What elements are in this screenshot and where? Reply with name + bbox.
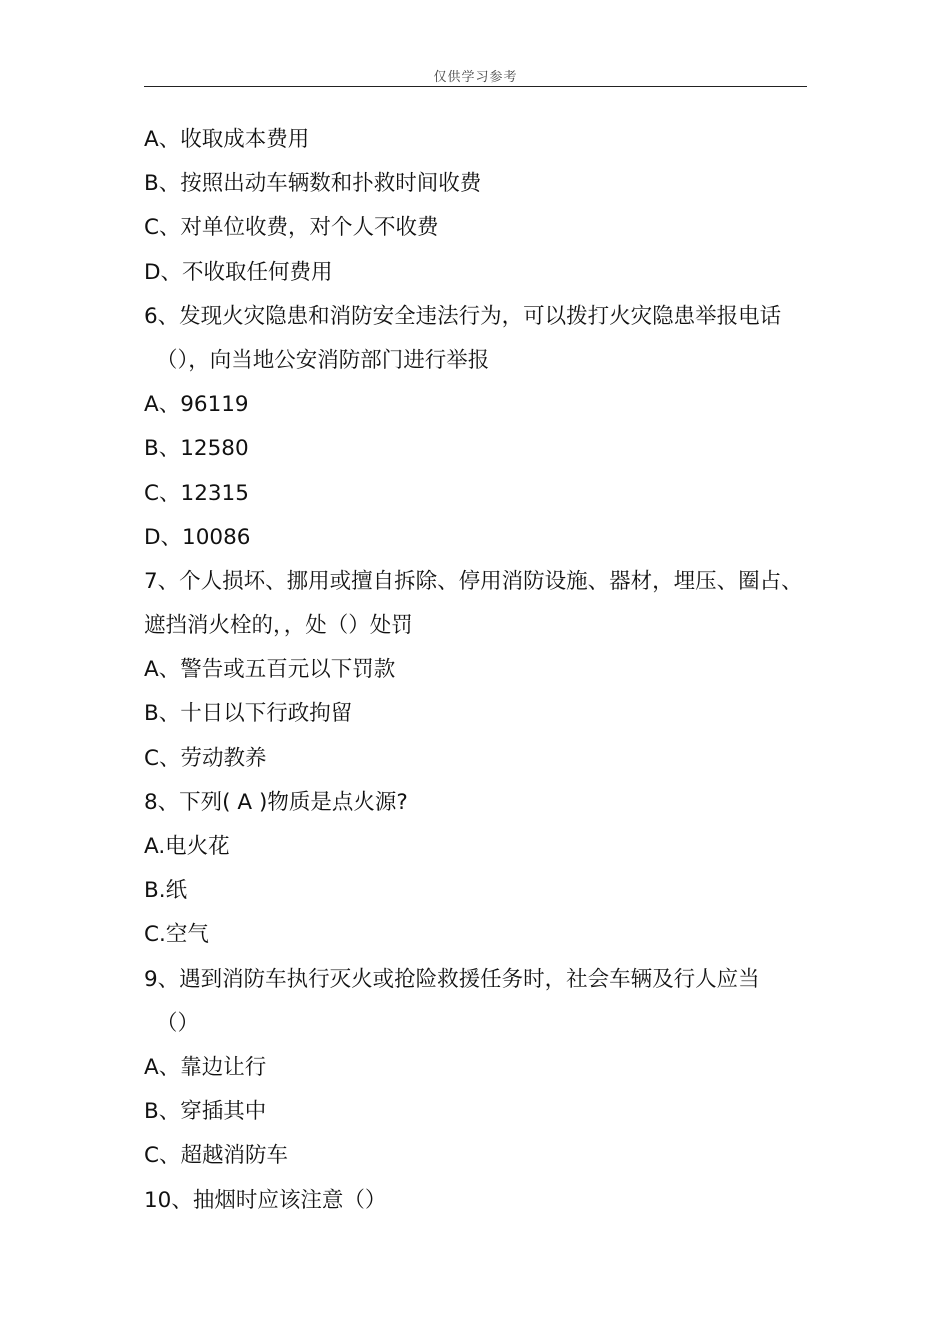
option-line: B、十日以下行政拘留 [144, 701, 353, 727]
question-9: 9、遇到消防车执行灭火或抢险救援任务时，社会车辆及行人应当 [144, 966, 760, 992]
question-7: 7、个人损坏、挪用或擅自拆除、停用消防设施、器材，埋压、圈占、 [144, 568, 803, 594]
option-line: A.电火花 [144, 834, 230, 859]
question-6: 6、发现火灾隐患和消防安全违法行为，可以拨打火灾隐患举报电话 [144, 303, 782, 329]
document-body [144, 118, 834, 1223]
option-line: A、警告或五百元以下罚款 [144, 657, 396, 683]
option-line: C、12315 [144, 480, 249, 506]
option-line: B.纸 [144, 878, 188, 904]
option-line: D、不收取任何费用 [144, 259, 333, 285]
option-line: A、96119 [144, 392, 249, 418]
question-8: 8、下列( A )物质是点火源? [144, 789, 408, 815]
option-line: A、靠边让行 [144, 1054, 267, 1080]
option-line: B、穿插其中 [144, 1099, 267, 1125]
header-text: 仅供学习参考 [433, 70, 518, 85]
option-line: C、劳动教养 [144, 745, 267, 771]
option-line: C、超越消防车 [144, 1143, 289, 1169]
option-line: C、对单位收费，对个人不收费 [144, 215, 439, 241]
question-10: 10、抽烟时应该注意（） [144, 1187, 387, 1213]
question-7-continued: 遮挡消火栓的，，处（）处罚 [144, 613, 413, 639]
option-line: D、10086 [144, 524, 251, 550]
question-6-continued: （），向当地公安消防部门进行举报 [156, 347, 490, 373]
option-line: C.空气 [144, 922, 209, 948]
page-header [144, 66, 807, 87]
option-line: B、12580 [144, 436, 249, 462]
option-line: B、按照出动车辆数和扑救时间收费 [144, 171, 482, 197]
question-9-continued: （） [156, 1010, 200, 1036]
option-line: A、收取成本费用 [144, 127, 310, 152]
